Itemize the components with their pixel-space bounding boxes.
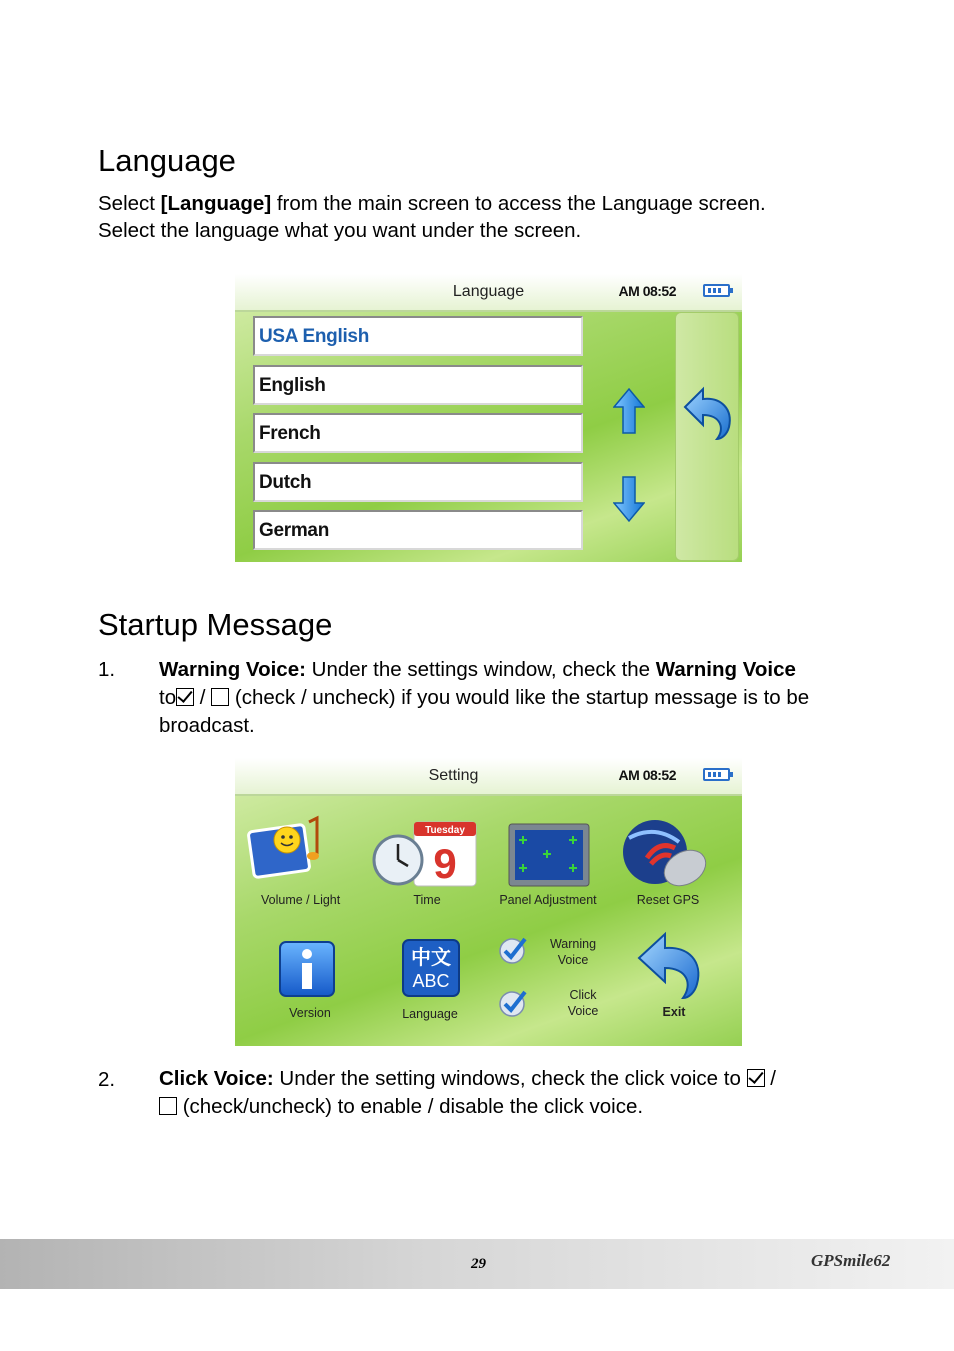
clock: AM 08:52 — [618, 767, 676, 783]
text: Under the setting windows, check the click voice to — [273, 1067, 747, 1090]
section-heading-startup: Startup Message — [98, 607, 333, 642]
scroll-up-arrow-icon[interactable] — [613, 387, 645, 435]
language-item[interactable] — [253, 462, 583, 502]
checked-box-icon — [747, 1069, 765, 1087]
battery-icon — [703, 284, 730, 297]
info-icon[interactable] — [278, 940, 336, 998]
language-instructions — [98, 191, 766, 244]
list-number: 2. — [98, 1068, 116, 1091]
text: Select the language what you want under the screen. — [98, 218, 582, 242]
click-voice-check-icon[interactable] — [497, 988, 529, 1018]
language-label: Dutch — [259, 471, 312, 493]
battery-icon — [703, 768, 730, 781]
calendar-date-text: 9 — [433, 840, 457, 887]
text: Select — [98, 192, 161, 215]
calendar-clock-icon[interactable] — [372, 818, 482, 890]
warning-voice-check-icon[interactable] — [497, 935, 529, 965]
language-label: French — [259, 423, 321, 444]
text-bold: [Language] — [160, 192, 272, 215]
time-label[interactable]: Time — [413, 893, 441, 907]
language-list — [253, 316, 583, 559]
screen-title: Setting — [428, 767, 479, 784]
language-icon[interactable] — [401, 938, 461, 998]
unchecked-box-icon — [211, 688, 229, 706]
section-heading-language: Language — [98, 143, 236, 178]
scroll-down-arrow-icon[interactable] — [613, 475, 645, 523]
language-icon-sub: ABC — [412, 971, 450, 991]
panel-adjustment-icon[interactable] — [507, 822, 591, 888]
text: / — [194, 686, 212, 709]
reset-gps-label[interactable]: Reset GPS — [636, 893, 700, 907]
page-number: 29 — [471, 1256, 486, 1272]
text-bold: Click Voice: — [159, 1067, 274, 1090]
click-voice-label[interactable] — [545, 987, 621, 1019]
unchecked-box-icon — [159, 1097, 177, 1115]
click-voice-instructions — [159, 1065, 879, 1121]
text: Voice — [567, 1004, 599, 1018]
text: Warning — [549, 937, 597, 951]
text: / — [764, 1067, 776, 1090]
text-bold: Warning Voice — [655, 658, 796, 681]
warning-voice-instructions — [159, 656, 879, 740]
screen-title: Language — [452, 283, 525, 300]
calendar-day-text: Tuesday — [425, 825, 465, 836]
language-icon-text: 中文 — [411, 945, 451, 969]
checked-box-icon — [176, 688, 194, 706]
text: to — [159, 686, 177, 709]
text: Voice — [557, 953, 589, 967]
text: Click — [569, 988, 597, 1002]
text: (check/uncheck) to enable / disable the click voice. — [177, 1095, 644, 1118]
title-bar — [235, 274, 742, 312]
exit-label[interactable]: Exit — [662, 1005, 686, 1019]
text-bold: Warning Voice: — [159, 658, 306, 681]
language-screen — [235, 274, 742, 562]
language-item[interactable] — [253, 316, 583, 356]
language-item[interactable] — [253, 413, 583, 453]
language-item[interactable] — [253, 510, 583, 550]
back-arrow-icon[interactable] — [681, 385, 735, 441]
volume-light-label[interactable]: Volume / Light — [261, 893, 341, 907]
text: (check / uncheck) if you would like the startup message is to be broadcast. — [159, 686, 810, 737]
side-panel — [675, 312, 739, 561]
volume-light-icon[interactable] — [247, 814, 327, 890]
satellite-dish-icon[interactable] — [619, 818, 715, 894]
text: from the main screen to access the Language screen. — [271, 192, 766, 215]
language-item[interactable] — [253, 365, 583, 405]
brand-name: GPSmile62 — [811, 1251, 891, 1270]
clock: AM 08:52 — [618, 283, 676, 299]
language-label: German — [259, 520, 330, 541]
language-label: English — [259, 374, 326, 396]
title-bar — [235, 758, 742, 796]
version-label[interactable]: Version — [289, 1006, 331, 1020]
language-label: USA English — [259, 326, 370, 347]
language-label[interactable]: Language — [402, 1007, 458, 1021]
exit-arrow-icon[interactable] — [635, 930, 705, 1000]
warning-voice-label[interactable] — [535, 936, 611, 968]
text: Under the settings window, check the — [305, 658, 656, 681]
page-footer — [0, 1239, 954, 1289]
panel-adjustment-label[interactable]: Panel Adjustment — [499, 893, 597, 907]
setting-screen — [235, 758, 742, 1046]
list-number: 1. — [98, 658, 116, 681]
